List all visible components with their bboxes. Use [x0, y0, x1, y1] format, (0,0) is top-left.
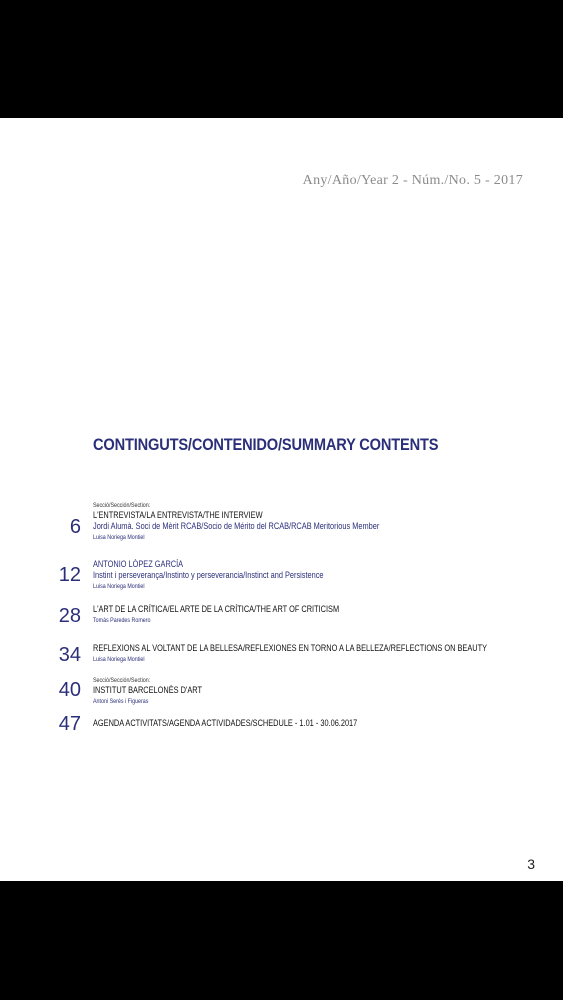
toc-heading: L'ART DE LA CRÍTICA/EL ARTE DE LA CRÍTICA/THE ART OF CRITICISM	[93, 604, 340, 614]
toc-page-number: 6	[69, 516, 81, 538]
toc-page-number: 40	[58, 679, 81, 701]
toc-heading: L'ENTREVISTA/LA ENTREVISTA/THE INTERVIEW	[93, 510, 263, 520]
toc-section-label: Secció/Sección/Section:	[93, 677, 151, 684]
page-number: 3	[527, 856, 535, 872]
toc-subtitle: Instint i perseverança/Instinto y perseverancia/Instinct and Persistence	[93, 570, 324, 580]
toc-page-number: 47	[58, 713, 81, 735]
toc-page-number: 28	[58, 605, 81, 627]
toc-author: Antoni Serés i Figueras	[93, 698, 149, 705]
document-page	[0, 118, 563, 881]
toc-heading: REFLEXIONS AL VOLTANT DE LA BELLESA/REFLEXIONES EN TORNO A LA BELLEZA/REFLECTIONS ON BEAUTY	[93, 643, 488, 653]
toc-subtitle: Jordi Alumà. Soci de Mèrit RCAB/Socio de Mérito del RCAB/RCAB Meritorious Member	[93, 521, 380, 531]
toc-heading: INSTITUT BARCELONÈS D'ART	[93, 685, 202, 695]
issue-header: Any/Año/Year 2 - Núm./No. 5 - 2017	[302, 173, 523, 188]
toc-page-number: 34	[58, 644, 81, 666]
toc-author: Luisa Noriega Montiel	[93, 534, 145, 541]
toc-heading: ANTONIO LÓPEZ GARCÍA	[93, 559, 184, 569]
toc-author: Tomàs Paredes Romero	[93, 617, 151, 624]
contents-title: CONTINGUTS/CONTENIDO/SUMMARY CONTENTS	[93, 435, 439, 454]
toc-section-label: Secció/Sección/Section:	[93, 502, 151, 509]
toc-author: Luisa Noriega Montiel	[93, 656, 145, 663]
toc-page-number: 12	[58, 564, 81, 586]
toc-heading: AGENDA ACTIVITATS/AGENDA ACTIVIDADES/SCHEDULE - 1.01 - 30.06.2017	[93, 718, 358, 728]
toc-author: Luisa Noriega Montiel	[93, 583, 145, 590]
